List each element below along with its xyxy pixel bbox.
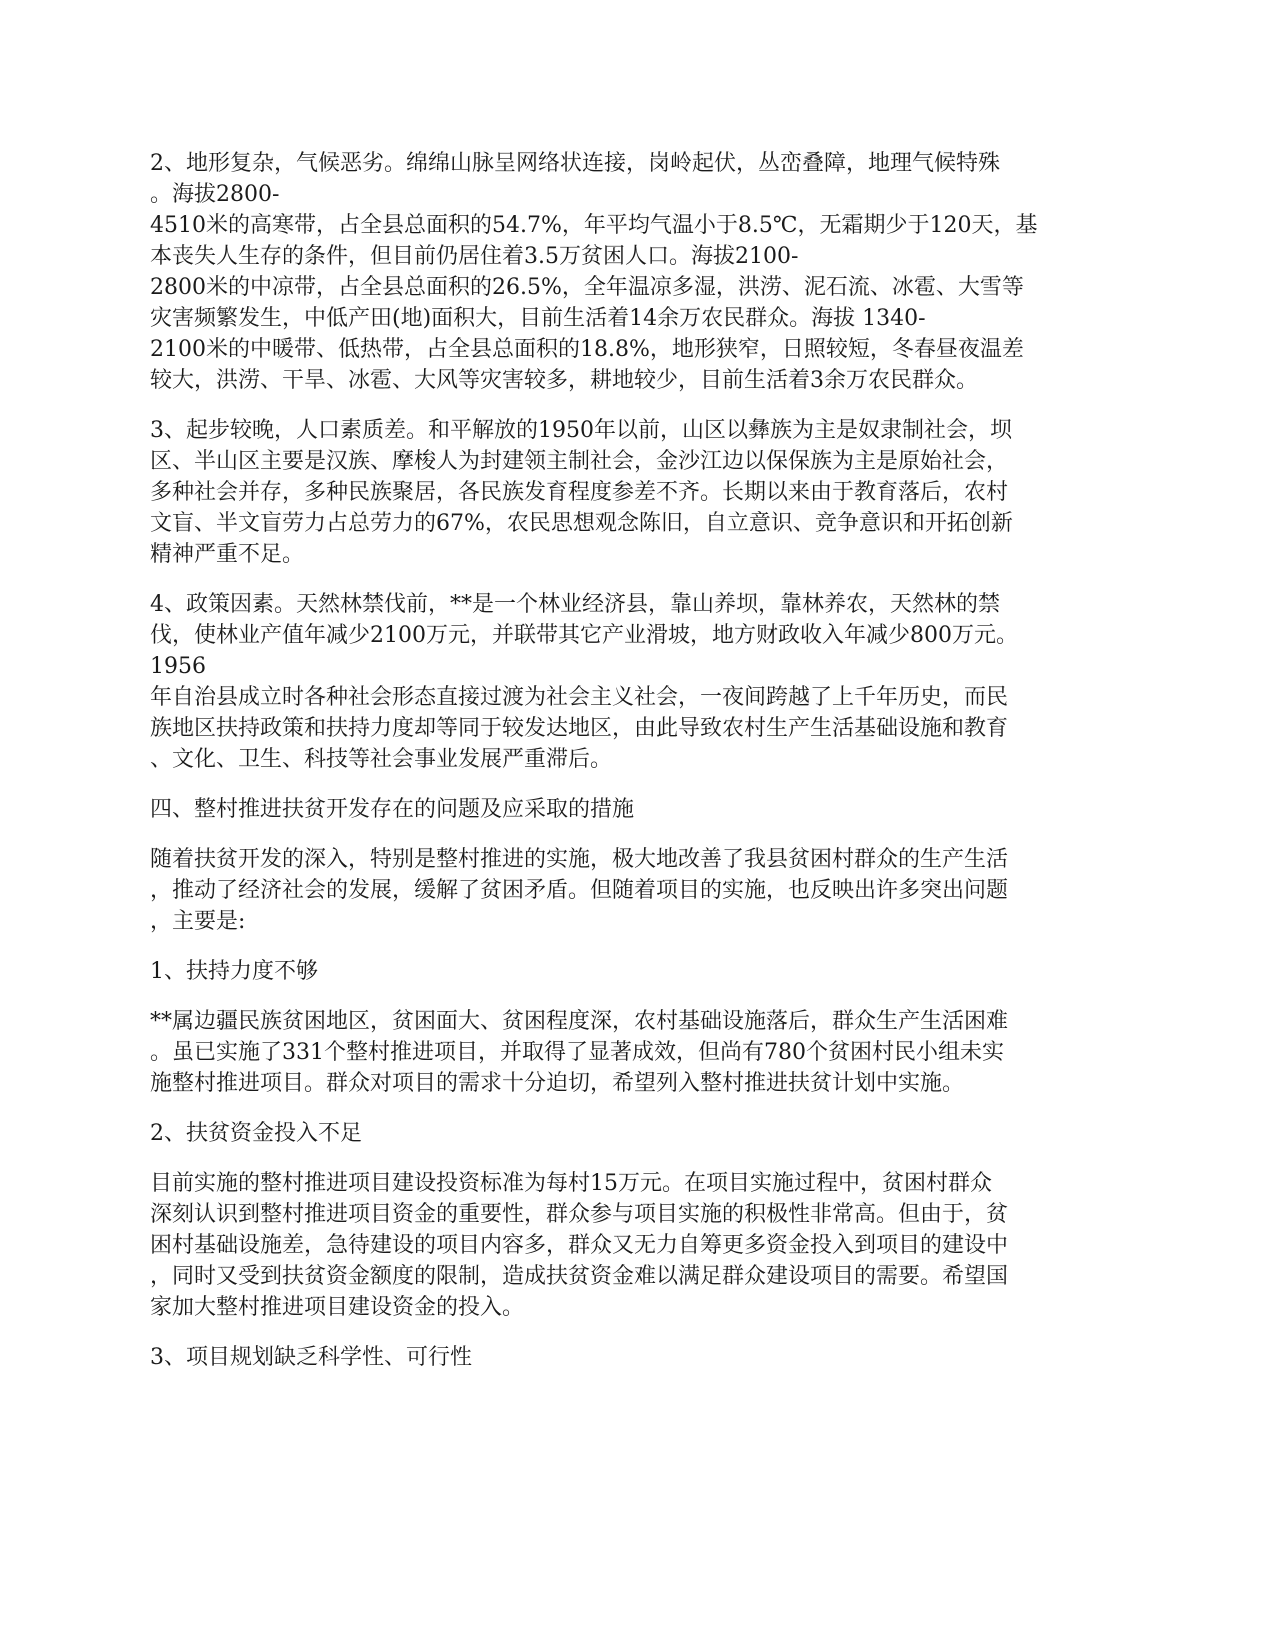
text-line: 多种社会并存，多种民族聚居，各民族发育程度参差不齐。长期以来由于教育落后，农村 — [150, 480, 1009, 505]
text-line: 年自治县成立时各种社会形态直接过渡为社会主义社会，一夜间跨越了上千年历史，而民 — [150, 685, 1009, 710]
heading-text: 1、扶持力度不够 — [150, 959, 318, 984]
text-line: 精神严重不足。 — [150, 542, 305, 567]
subheading-planning-feasibility — [150, 1342, 1125, 1373]
text-line: 施整村推进项目。群众对项目的需求十分迫切，希望列入整村推进扶贫计划中实施。 — [150, 1071, 965, 1096]
text-line: 文盲、半文盲劳力占总劳力的67%，农民思想观念陈旧，自立意识、竞争意识和开拓创新 — [150, 511, 1013, 536]
section-heading-problems-measures — [150, 794, 1125, 825]
paragraph-policy-factors — [150, 589, 1125, 775]
text-line: 3、起步较晚，人口素质差。和平解放的1950年以前，山区以彝族为主是奴隶制社会，坝 — [150, 418, 1012, 443]
document-page — [150, 148, 1125, 1392]
text-line: 目前实施的整村推进项目建设投资标准为每村15万元。在项目实施过程中，贫困村群众 — [150, 1171, 992, 1196]
text-line: 2800米的中凉带，占全县总面积的26.5%，全年温凉多湿，洪涝、泥石流、冰雹、大雪等 — [150, 275, 1024, 300]
text-line: ，主要是: — [150, 909, 246, 934]
text-line: ，同时又受到扶贫资金额度的限制，造成扶贫资金难以满足群众建设项目的需要。希望国 — [150, 1264, 1009, 1289]
paragraph-insufficient-support — [150, 1006, 1125, 1099]
text-line: ，推动了经济社会的发展，缓解了贫困矛盾。但随着项目的实施，也反映出许多突出问题 — [150, 878, 1009, 903]
text-line: 深刻认识到整村推进项目资金的重要性，群众参与项目实施的积极性非常高。但由于，贫 — [150, 1202, 1009, 1227]
text-line: 较大，洪涝、干旱、冰雹、大风等灾害较多，耕地较少，目前生活着3余万农民群众。 — [150, 368, 978, 393]
text-line: 族地区扶持政策和扶持力度却等同于较发达地区，由此导致农村生产生活基础设施和教育 — [150, 716, 1009, 741]
paragraph-terrain-climate — [150, 148, 1125, 396]
text-line: 本丧失人生存的条件，但目前仍居住着3.5万贫困人口。海拔2100- — [150, 244, 799, 269]
text-line: 灾害频繁发生，中低产田(地)面积大，目前生活着14余万农民群众。海拔 1340- — [150, 306, 926, 331]
text-line: 、文化、卫生、科技等社会事业发展严重滞后。 — [150, 747, 613, 772]
subheading-funding-shortage — [150, 1118, 1125, 1149]
text-line: 家加大整村推进项目建设资金的投入。 — [150, 1295, 525, 1320]
text-line: 区、半山区主要是汉族、摩梭人为封建领主制社会，金沙江边以保保族为主是原始社会， — [150, 449, 1009, 474]
text-line: 4510米的高寒带，占全县总面积的54.7%，年平均气温小于8.5℃，无霜期少于120天，基 — [150, 213, 1038, 238]
heading-text: 2、扶贫资金投入不足 — [150, 1121, 362, 1146]
text-line: 4、政策因素。天然林禁伐前，**是一个林业经济县，靠山养坝，靠林养农，天然林的禁 — [150, 592, 1000, 617]
paragraph-funding-shortage — [150, 1168, 1125, 1323]
heading-text: 3、项目规划缺乏科学性、可行性 — [150, 1345, 472, 1370]
paragraph-intro-problems — [150, 844, 1125, 937]
text-line: **属边疆民族贫困地区，贫困面大、贫困程度深，农村基础设施落后，群众生产生活困难 — [150, 1009, 1009, 1034]
text-line: 伐，使林业产值年减少2100万元，并联带其它产业滑坡，地方财政收入年减少800万元。 — [150, 623, 1018, 648]
paragraph-late-start — [150, 415, 1125, 570]
text-line: 2、地形复杂，气候恶劣。绵绵山脉呈网络状连接，岗岭起伏，丛峦叠障，地理气候特殊 — [150, 151, 1000, 176]
text-line: 1956 — [150, 654, 206, 679]
text-line: 困村基础设施差，急待建设的项目内容多，群众又无力自筹更多资金投入到项目的建设中 — [150, 1233, 1009, 1258]
text-line: 。虽已实施了331个整村推进项目，并取得了显著成效，但尚有780个贫困村民小组未实 — [150, 1040, 1004, 1065]
text-line: 随着扶贫开发的深入，特别是整村推进的实施，极大地改善了我县贫困村群众的生产生活 — [150, 847, 1009, 872]
text-line: 2100米的中暖带、低热带，占全县总面积的18.8%，地形狭窄，日照较短，冬春昼夜温差 — [150, 337, 1024, 362]
heading-text: 四、整村推进扶贫开发存在的问题及应采取的措施 — [150, 797, 635, 822]
subheading-insufficient-support — [150, 956, 1125, 987]
text-line: 。海拔2800- — [150, 182, 280, 207]
